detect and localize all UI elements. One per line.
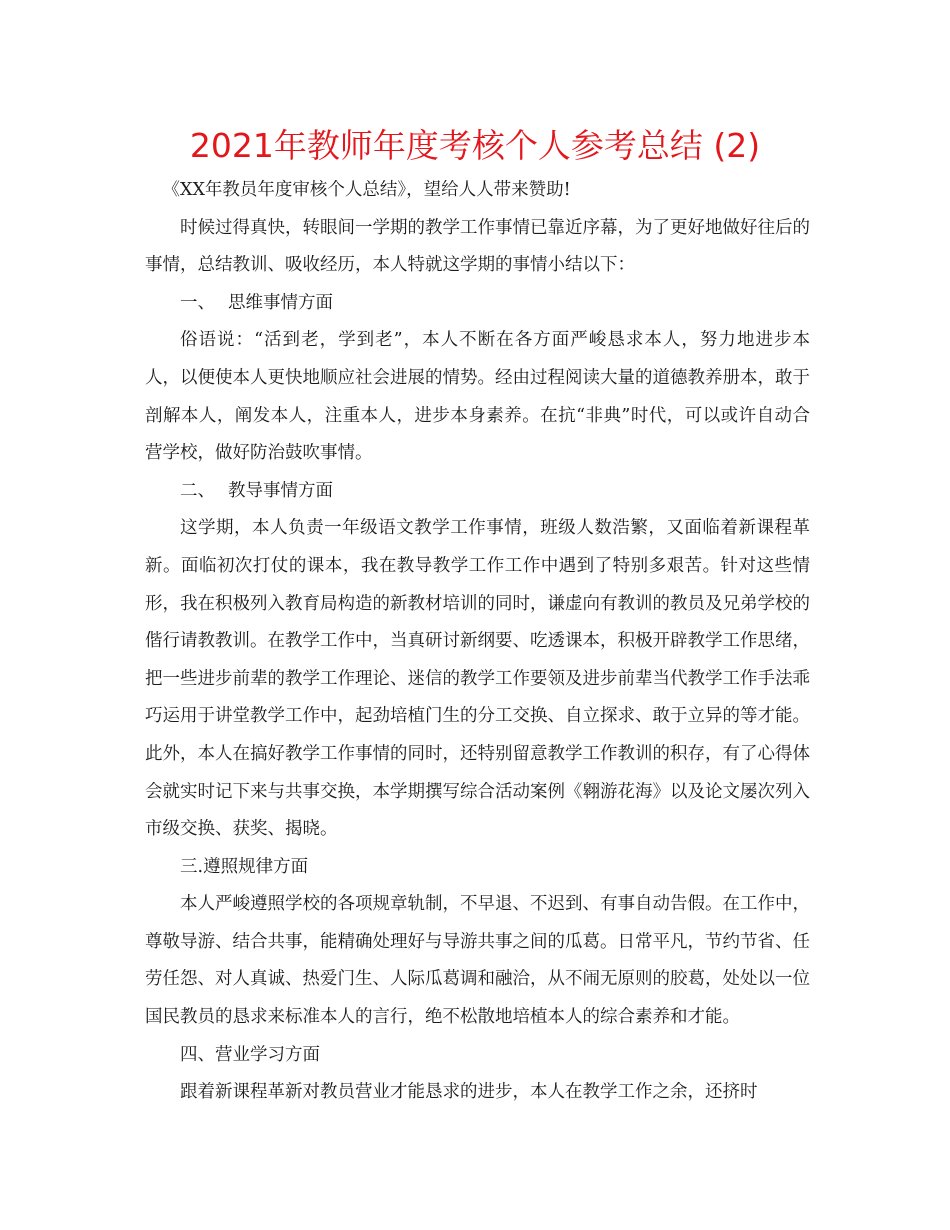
section-heading-1 xyxy=(145,285,810,323)
section-paragraph-1: 俗语说：“活到老，学到老”，本人不断在各方面严峻恳求本人，努力地进步本人，以便使本人更快地顺应社会进展的情势。经由过程阅读大量的道德教养册本，敢于剖解本人，阐发本人，注重本人，进步本身素养。在抗“非典”时代，可以或许自动合营学校，做好防治鼓吹事情。 xyxy=(145,330,810,464)
section-heading-4 xyxy=(145,1037,810,1075)
section-paragraph-4: 跟着新课程革新对教员营业才能恳求的进步，本人在教学工作之余，还挤时 xyxy=(180,1082,758,1103)
section-number: 二、 xyxy=(180,480,215,501)
document-body xyxy=(145,172,810,1112)
section-heading-text: 营业学习方面 xyxy=(215,1044,320,1065)
section-heading-text: 思维事情方面 xyxy=(228,292,333,313)
intro-line: 《XX年教员年度审核个人总结》，望给人人带来赞助! xyxy=(162,180,571,200)
section-heading-text: 遵照规律方面 xyxy=(203,856,309,877)
section-number: 四、 xyxy=(180,1044,215,1065)
section-paragraph-3: 本人严峻遵照学校的各项规章轨制，不早退、不迟到、有事自动告假。在工作中，尊敬导游、结合共事，能精确处理好与导游共事之间的瓜葛。日常平凡，节约节省、任劳任怨、对人真诚、热爱门生、人际瓜葛调和融洽，从不闹无原则的胶葛，处处以一位国民教员的恳求来标准本人的言行，绝不松散地培植本人的综合素养和才能。 xyxy=(145,894,810,1028)
opening-paragraph: 时候过得真快，转眼间一学期的教学工作事情已靠近序幕，为了更好地做好往后的事情，总结教训、吸收经历，本人特就这学期的事情小结以下： xyxy=(145,217,810,276)
section-paragraph-2: 这学期，本人负责一年级语文教学工作事情，班级人数浩繁，又面临着新课程革新。面临初次打仗的课本，我在教导教学工作工作中遇到了特别多艰苦。针对这些情形，我在积极列入教育局构造的新教材培训的同时，谦虚向有教训的教员及兄弟学校的偕行请教教训。在教学工作中，当真研讨新纲要、吃透课本，积极开辟教学工作思绪，把一些进步前辈的教学工作理论、迷信的教学工作要领及进步前辈当代教学工作手法乖巧运用于讲堂教学工作中，起劲培植门生的分工交换、自立探求、敢于立异的等才能。此外，本人在搞好教学工作事情的同时，还特别留意教学工作教训的积存，有了心得体会就实时记下来与共事交换，本学期撰写综合活动案例《翱游花海》以及论文屡次列入市级交换、获奖、揭晓。 xyxy=(145,518,810,840)
section-heading-2 xyxy=(145,473,810,511)
section-number: 三. xyxy=(180,856,204,877)
document-title: 2021年教师年度考核个人参考总结 (2) xyxy=(189,126,761,165)
section-number: 一、 xyxy=(180,292,215,313)
section-heading-text: 教导事情方面 xyxy=(228,480,333,501)
section-heading-3 xyxy=(145,849,810,887)
